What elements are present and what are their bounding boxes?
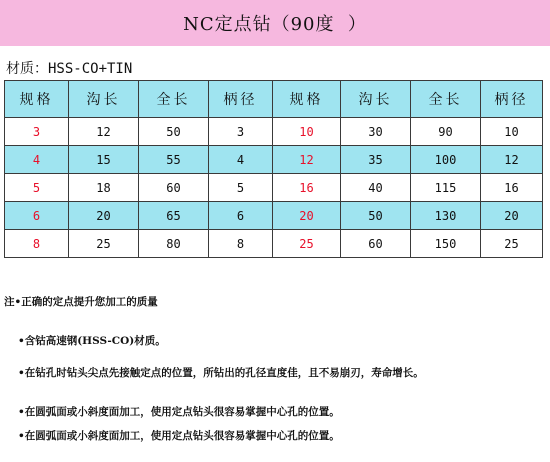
- table-cell: 40: [341, 174, 411, 202]
- spec-table: [4, 80, 543, 258]
- table-cell: 50: [139, 118, 209, 146]
- title-banner: [0, 0, 550, 46]
- table-cell: 35: [341, 146, 411, 174]
- table-cell: 6: [209, 202, 273, 230]
- page-title: NC定点钻（90度 ）: [183, 14, 367, 35]
- table-cell: 5: [5, 174, 69, 202]
- table-cell: 130: [411, 202, 481, 230]
- table-cell: 15: [69, 146, 139, 174]
- table-cell: 18: [69, 174, 139, 202]
- table-cell: 60: [341, 230, 411, 258]
- table-cell: 16: [273, 174, 341, 202]
- note-item: •含钴高速钢(HSS-CO)材质。: [18, 335, 166, 347]
- header-shank-diameter: 柄径: [481, 81, 543, 118]
- table-cell: 10: [273, 118, 341, 146]
- table-row: [5, 146, 543, 174]
- table-cell: 3: [209, 118, 273, 146]
- table-cell: 30: [341, 118, 411, 146]
- header-flute-length: 沟长: [69, 81, 139, 118]
- table-cell: 12: [481, 146, 543, 174]
- table-cell: 3: [5, 118, 69, 146]
- table-cell: 65: [139, 202, 209, 230]
- table-cell: 115: [411, 174, 481, 202]
- table-cell: 4: [5, 146, 69, 174]
- note-item: •在圆弧面或小斜度面加工，使用定点钻头很容易掌握中心孔的位置。: [18, 430, 340, 442]
- material-label: 材质：HSS-CO+TIN: [6, 61, 133, 77]
- table-cell: 25: [481, 230, 543, 258]
- table-cell: 60: [139, 174, 209, 202]
- table-header-row: [5, 81, 543, 118]
- header-overall-length: 全长: [411, 81, 481, 118]
- table-cell: 80: [139, 230, 209, 258]
- table-cell: 25: [273, 230, 341, 258]
- table-cell: 55: [139, 146, 209, 174]
- table-cell: 90: [411, 118, 481, 146]
- table-cell: 6: [5, 202, 69, 230]
- table-row: [5, 118, 543, 146]
- table-row: [5, 230, 543, 258]
- table-row: [5, 202, 543, 230]
- table-row: [5, 174, 543, 202]
- table-cell: 20: [481, 202, 543, 230]
- table-cell: 10: [481, 118, 543, 146]
- header-spec: 规格: [5, 81, 69, 118]
- note-item: •在钻孔时钻头尖点先接触定点的位置，所钻出的孔径直度佳，且不易崩刃，寿命增长。: [18, 367, 424, 379]
- table-cell: 8: [209, 230, 273, 258]
- table-cell: 8: [5, 230, 69, 258]
- table-cell: 25: [69, 230, 139, 258]
- table-cell: 12: [273, 146, 341, 174]
- table-cell: 5: [209, 174, 273, 202]
- table-cell: 150: [411, 230, 481, 258]
- table-cell: 50: [341, 202, 411, 230]
- table-cell: 4: [209, 146, 273, 174]
- header-spec: 规格: [273, 81, 341, 118]
- table-cell: 16: [481, 174, 543, 202]
- header-overall-length: 全长: [139, 81, 209, 118]
- notes-heading: 注•正确的定点提升您加工的质量: [4, 296, 158, 308]
- header-shank-diameter: 柄径: [209, 81, 273, 118]
- note-item: •在圆弧面或小斜度面加工，使用定点钻头很容易掌握中心孔的位置。: [18, 406, 340, 418]
- table-cell: 20: [69, 202, 139, 230]
- header-flute-length: 沟长: [341, 81, 411, 118]
- table-cell: 12: [69, 118, 139, 146]
- table-cell: 20: [273, 202, 341, 230]
- table-cell: 100: [411, 146, 481, 174]
